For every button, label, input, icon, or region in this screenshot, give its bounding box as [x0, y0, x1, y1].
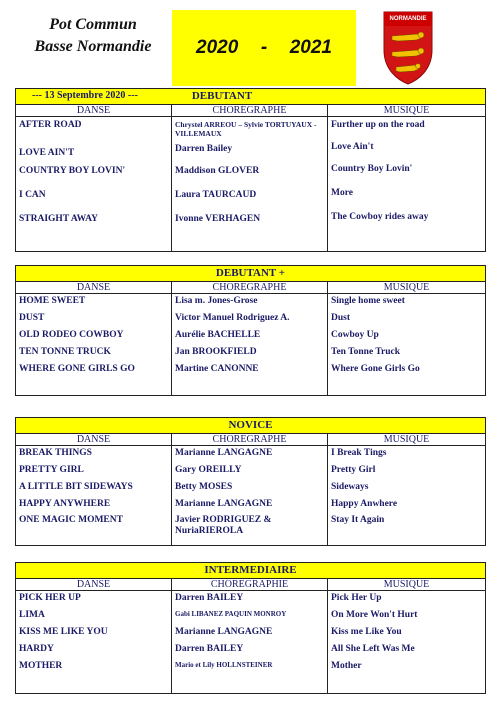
table-cell: Ten Tonne Truck: [331, 347, 401, 357]
table-cell: Mario et Lily HOLLNSTEINER: [175, 661, 273, 669]
table-cell: ONE MAGIC MOMENT: [19, 515, 123, 525]
table-cell: Ivonne VERHAGEN: [175, 214, 261, 224]
table-cell: Jan BROOKFIELD: [175, 347, 257, 357]
table-cell: Stay It Again: [331, 515, 385, 525]
header-line-1: Pot Commun: [49, 16, 137, 33]
table-cell: Marianne LANGAGNE: [175, 627, 273, 637]
section-title: DEBUTANT +: [215, 267, 286, 279]
table-cell: PICK HER UP: [19, 593, 81, 603]
section-title: DEBUTANT: [191, 90, 253, 102]
col-header-danse: DANSE: [16, 282, 171, 294]
table-cell: Country Boy Lovin': [331, 164, 413, 174]
table-cell: Maddison GLOVER: [175, 166, 260, 176]
table-cell: Darren BAILEY: [175, 593, 244, 603]
table-cell: All She Left Was Me: [331, 644, 415, 654]
header-line-2: Basse Normandie: [34, 38, 152, 55]
col-header-musique: MUSIQUE: [328, 282, 485, 294]
col-header-danse: DANSE: [16, 579, 171, 591]
table-cell: Dust: [331, 313, 351, 323]
table-cell: I CAN: [19, 190, 46, 200]
table-cell: Gary OREILLY: [175, 465, 242, 475]
table-cell: STRAIGHT AWAY: [19, 214, 98, 224]
table-cell: MOTHER: [19, 661, 63, 671]
table-cell: Laura TAURCAUD: [175, 190, 257, 200]
col-header-choregraphe: CHOREGRAPHE: [172, 282, 327, 294]
section-header: [16, 418, 485, 434]
table-cell: LOVE AIN'T: [19, 148, 75, 158]
table-cell: Single home sweet: [331, 296, 405, 306]
table-cell: COUNTRY BOY LOVIN': [19, 166, 126, 176]
col-header-danse: DANSE: [16, 434, 171, 446]
table-cell: Happy Anwhere: [331, 499, 398, 509]
table-cell: HOME SWEET: [19, 296, 86, 306]
section-intermediaire: [15, 562, 486, 694]
crest-label: NORMANDIE: [389, 16, 427, 22]
table-cell: Darren BAILEY: [175, 644, 244, 654]
table-cell: Kiss me Like You: [331, 627, 402, 637]
col-header-musique: MUSIQUE: [328, 105, 485, 117]
table-cell: Marianne LANGAGNE: [175, 448, 273, 458]
table-cell: Pretty Girl: [331, 465, 376, 475]
table-cell: HAPPY ANYWHERE: [19, 499, 111, 509]
table-cell: Betty MOSES: [175, 482, 233, 492]
table-cell: Where Gone Girls Go: [331, 364, 420, 374]
section-title: NOVICE: [228, 419, 273, 431]
table-cell: Pick Her Up: [331, 593, 382, 603]
col-header-musique: MUSIQUE: [328, 579, 485, 591]
table-cell: Aurélie BACHELLE: [175, 330, 261, 340]
col-header-musique: MUSIQUE: [328, 434, 485, 446]
table-cell: BREAK THINGS: [19, 448, 92, 458]
table-cell: WHERE GONE GIRLS GO: [19, 364, 135, 374]
table-cell: LIMA: [19, 610, 45, 620]
table-cell: Sideways: [331, 482, 369, 492]
header-title: [18, 14, 168, 58]
col-header-choregraphe: CHOREGRAPHE: [172, 434, 327, 446]
table-cell: Lisa m. Jones-Grose: [175, 296, 258, 306]
col-header-choregraphe: CHOREGRAPHE: [172, 105, 327, 117]
table-cell: A LITTLE BIT SIDEWAYS: [19, 482, 133, 492]
section-header: [16, 89, 485, 105]
section-debutant-plus: [15, 265, 486, 396]
table-cell: HARDY: [19, 644, 54, 654]
table-cell: Chrystel ARREOU – Sylvie TORTUYAUX - VILLEMAUX: [175, 120, 317, 138]
table-cell: I Break Tings: [331, 448, 387, 458]
section-header: [16, 266, 485, 282]
table-cell: Mother: [331, 661, 362, 671]
col-header-choregraphie: CHOREGRAPHIE: [172, 579, 327, 591]
section-date: --- 13 Septembre 2020 ---: [32, 90, 138, 101]
section-novice: [15, 417, 486, 546]
table-cell: Further up on the road: [331, 120, 425, 130]
season-label: 2020 - 2021: [196, 37, 332, 58]
table-cell: TEN TONNE TRUCK: [19, 347, 111, 357]
table-cell: KISS ME LIKE YOU: [19, 627, 108, 637]
table-cell: AFTER ROAD: [19, 120, 82, 130]
section-debutant: [15, 88, 486, 252]
table-cell: Victor Manuel Rodriguez A.: [175, 313, 290, 323]
table-cell: Marianne LANGAGNE: [175, 499, 273, 509]
season-box: [172, 10, 356, 86]
table-cell: More: [331, 188, 353, 198]
table-cell: Darren Bailey: [175, 144, 233, 154]
table-cell: Cowboy Up: [331, 330, 379, 340]
table-cell: Gabi LIBANEZ PAQUIN MONROY: [175, 610, 287, 618]
table-cell: Martine CANONNE: [175, 364, 259, 374]
table-cell: Javier RODRIGUEZ & NuriaRIEROLA: [175, 515, 272, 536]
table-cell: DUST: [19, 313, 45, 323]
section-title: INTERMEDIAIRE: [204, 564, 297, 576]
col-header-danse: DANSE: [16, 105, 171, 117]
table-cell: PRETTY GIRL: [19, 465, 84, 475]
table-cell: OLD RODEO COWBOY: [19, 330, 124, 340]
table-cell: Love Ain't: [331, 142, 374, 152]
table-cell: On More Won't Hurt: [331, 610, 418, 620]
table-cell: The Cowboy rides away: [331, 212, 429, 222]
section-header: [16, 563, 485, 579]
normandie-crest-icon: [382, 10, 434, 86]
